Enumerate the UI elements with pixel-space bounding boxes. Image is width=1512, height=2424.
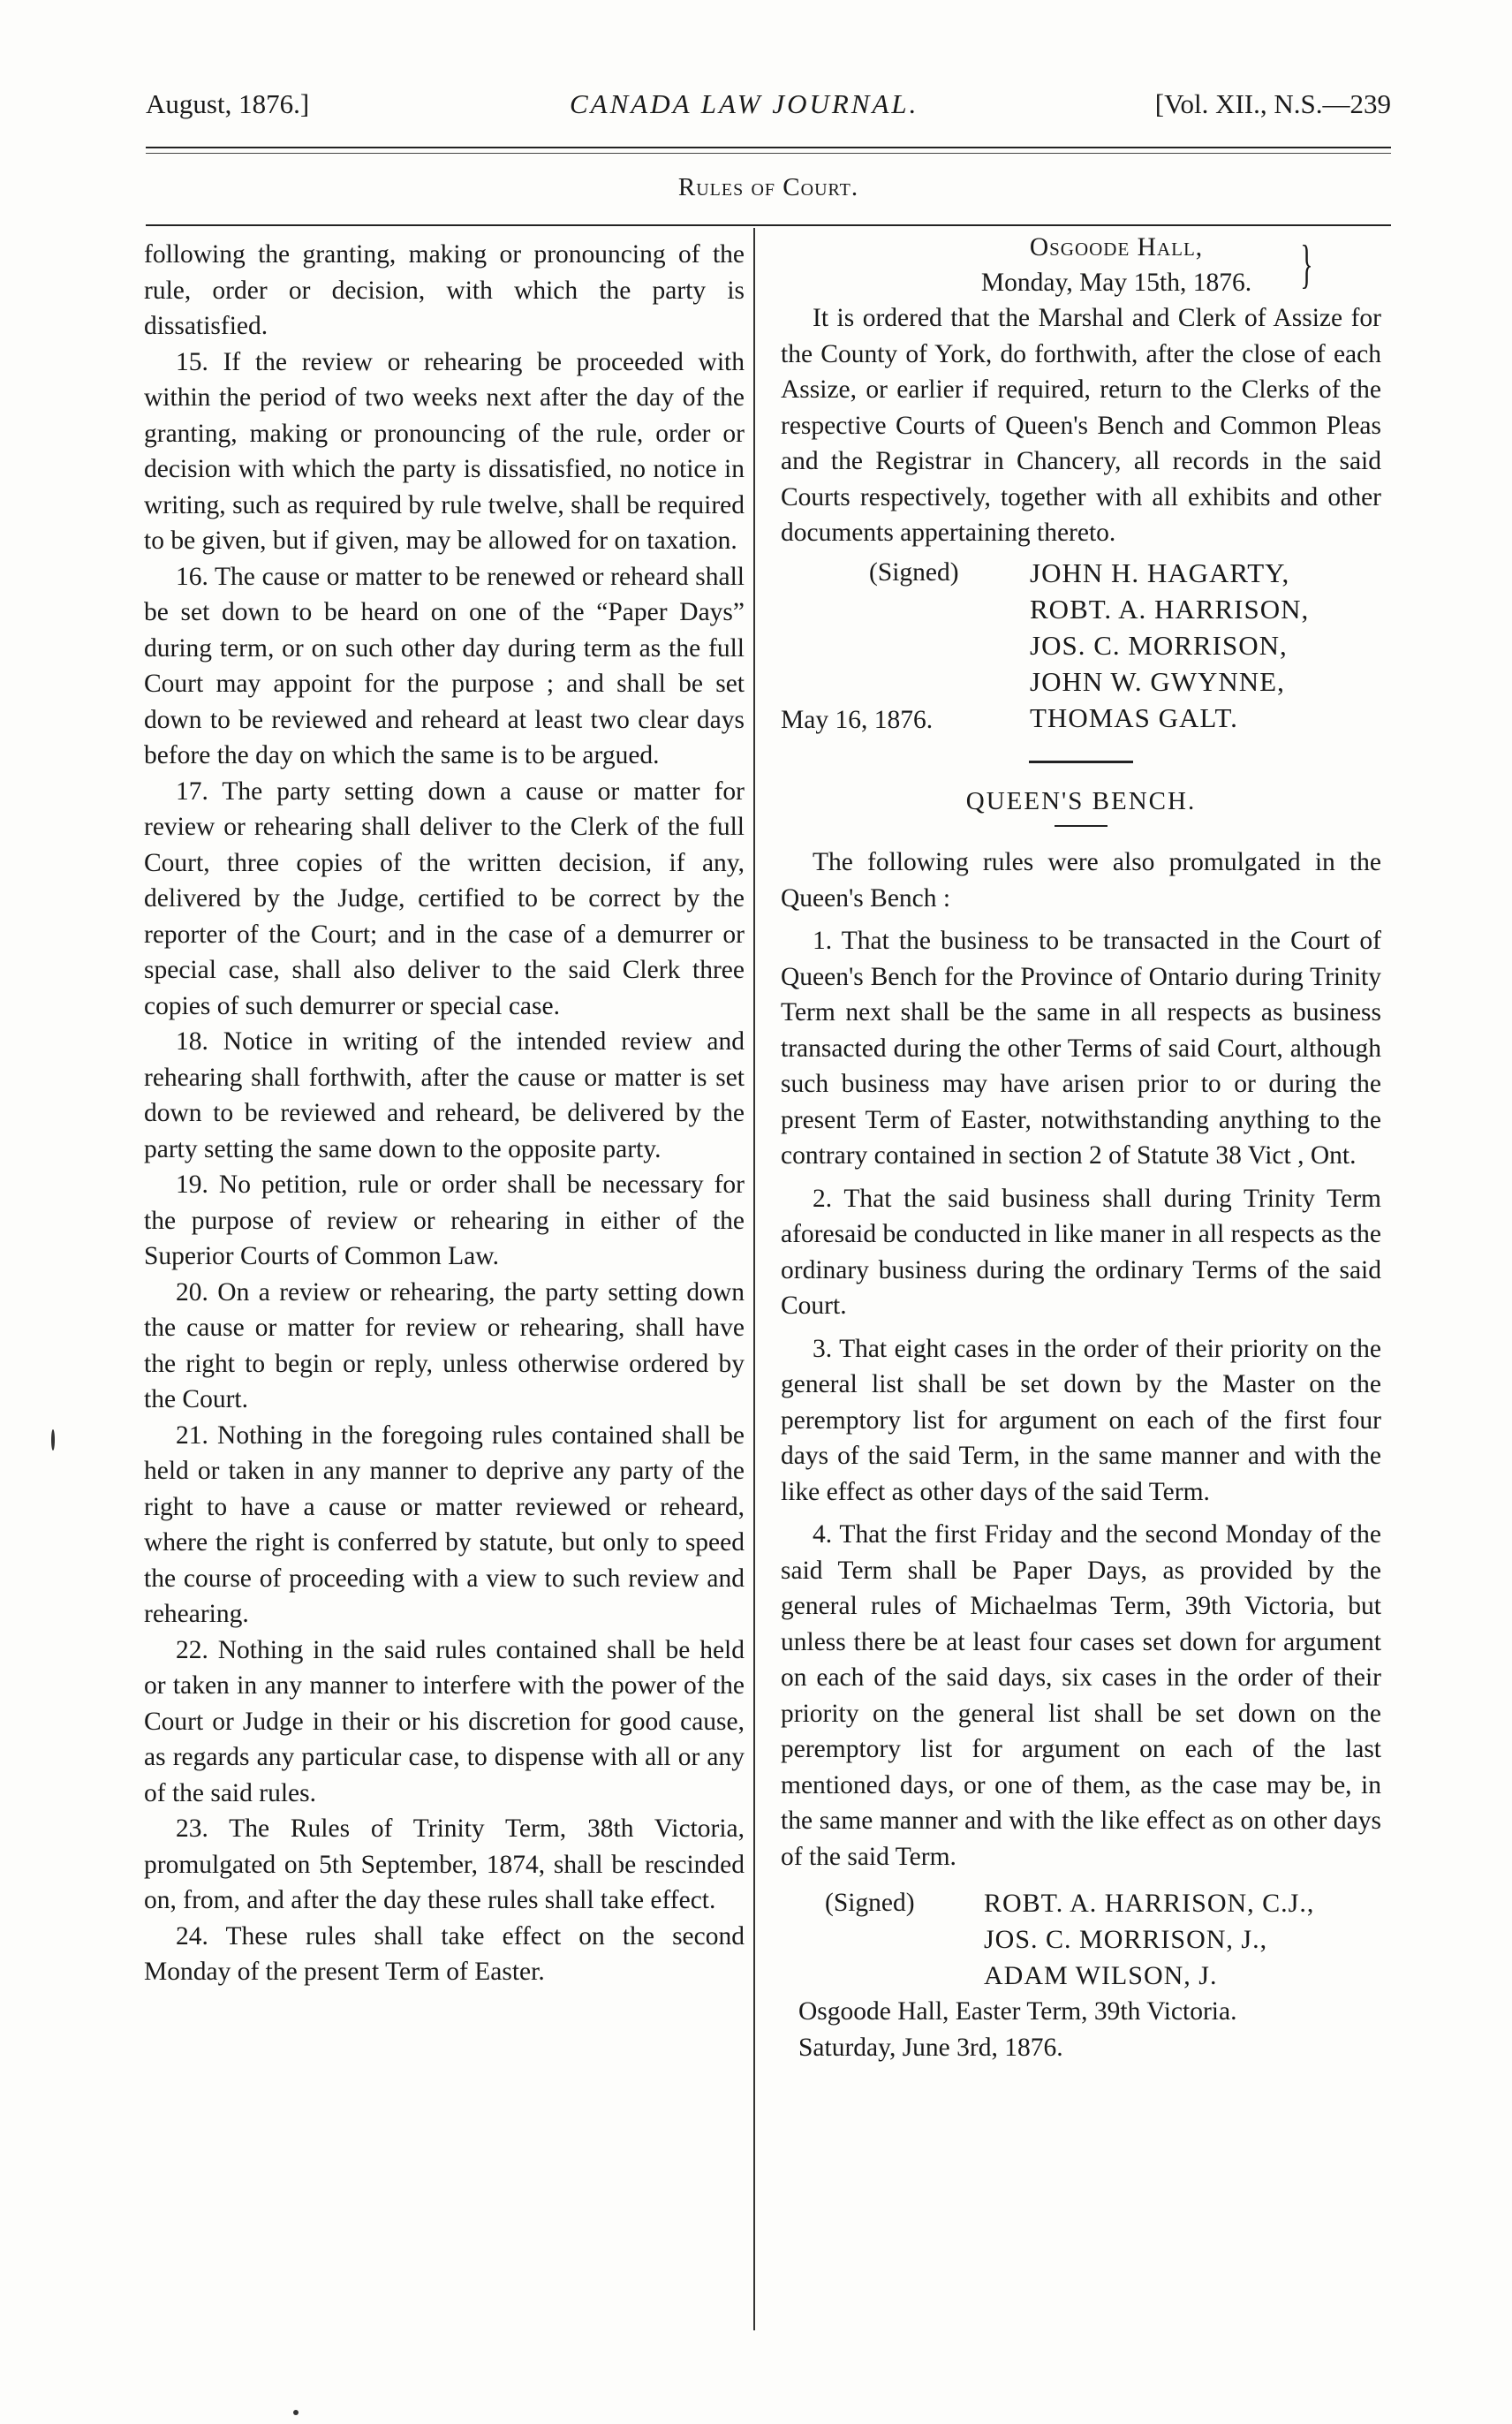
signer: JOHN W. GWYNNE, <box>1030 665 1285 697</box>
signers-list <box>1030 555 1309 736</box>
signed-label-2: (Signed) <box>825 1889 915 1917</box>
signer: ROBT. A. HARRISON, C.J., <box>984 1889 1315 1918</box>
header-rule <box>146 147 1391 148</box>
right-column <box>781 230 1381 2066</box>
running-header <box>146 88 1391 133</box>
section-subheading: Rules of Court. <box>677 173 859 201</box>
qb-rule-1: 1. That the business to be transacted in the Court of Queen's Bench for the Province of Ontario during Trinity Term next shall be the same in all respects as business transacted during the other Terms of said Court, although such business may have arisen prior to or during the present Term of Easter, notwithstanding anything to the contrary contained in section 2 of Statute 38 Vict , Ont. <box>781 927 1381 1170</box>
rule-23: 23. The Rules of Trinity Term, 38th Victoria, promulgated on 5th September, 1874, shall be rescinded on, from, and after the day these rules shall take effect. <box>144 1814 745 1914</box>
closing-place: Osgoode Hall, Easter Term, 39th Victoria. <box>798 1997 1237 2026</box>
signer: JOHN H. HAGARTY, <box>1030 557 1290 588</box>
qb-rule-3: 3. That eight cases in the order of their priority on the general list shall be set down by the Master on the peremptory list for argument on each of the first four days of the said Term, in the same manner and with the like effect as other days of the said Term. <box>781 1334 1381 1506</box>
signer: ADAM WILSON, J. <box>984 1961 1218 1990</box>
order-dated: May 16, 1876. <box>781 705 934 734</box>
rule-22: 22. Nothing in the said rules contained shall be held or taken in any manner to interfere with the power of the Court or Judge in their or his discretion for good cause, as regards any particular case, to dispense with all or any of the said rules. <box>144 1635 745 1807</box>
subheading-rule <box>146 224 1391 226</box>
signers-list-2 <box>984 1885 1314 1994</box>
rule-paragraph: following the granting, making or pronouncing of the rule, order or decision, with which the party is dissatisfied. <box>144 240 745 340</box>
qb-rule-2: 2. That the said business shall during Trinity Term aforesaid be conducted in like maner in all respects as the ordinary business during the ordinary Terms of the said Court. <box>781 1184 1381 1320</box>
signer: JOS. C. MORRISON, J., <box>984 1925 1268 1954</box>
rule-24: 24. These rules shall take effect on the second Monday of the present Term of Easter. <box>144 1921 745 1986</box>
volume-page-number: [Vol. XII., N.S.—239 <box>1154 88 1391 119</box>
signed-label: (Signed) <box>869 557 959 587</box>
closing-date: Saturday, June 3rd, 1876. <box>798 2034 1063 2062</box>
signature-block-2 <box>781 1885 1381 1994</box>
qb-rule-4: 4. That the first Friday and the second Monday of the said Term shall be Paper Days, as provided by the general rules of Michaelmas Term, 39th Victoria, but unless there be at least four cases set down for argument on each of the said days, six cases in the order of their priority on the general list shall be set down on the peremptory list for argument on each of the last mentioned days, or one of them, as the case may be, in the same manner and with the like effect as on other days of the said Term. <box>781 1520 1381 1871</box>
rule-15: 15. If the review or rehearing be proceeded with within the period of two weeks next after the day of the granting, making or pronouncing of the rule, order or decision with which the party is dissatisfied, no notice in writing, such as required by rule twelve, shall be required to be given, but if given, may be allowed for on taxation. <box>144 347 745 555</box>
header-rule-thin <box>146 153 1391 154</box>
order-date: Monday, May 15th, 1876. <box>980 269 1252 297</box>
signer: ROBT. A. HARRISON, <box>1030 593 1310 625</box>
brace-glyph: } <box>1300 235 1313 293</box>
left-column <box>144 237 745 1990</box>
rules-intro: The following rules were also promulgated in the Queen's Bench : <box>781 848 1381 913</box>
order-text: It is ordered that the Marshal and Clerk of Assize for the County of York, do forthwith, after the close of each Assize, or earlier if required, return to the Clerks of the respective Courts of Queen's Bench and Common Pleas and the Registrar in Chancery, all records in the said Courts respectively, together with all exhibits and other documents appertaining thereto. <box>781 304 1381 547</box>
section-divider <box>1029 761 1133 763</box>
rule-20: 20. On a review or rehearing, the party setting down the cause or matter for review or rehearing, shall have the right to begin or reply, unless otherwise ordered by the Court. <box>144 1277 745 1413</box>
signer: JOS. C. MORRISON, <box>1030 629 1288 661</box>
rule-19: 19. No petition, rule or order shall be necessary for the purpose of review or rehearing in either of the Superior Courts of Common Law. <box>144 1170 745 1270</box>
rule-18: 18. Notice in writing of the intended review and rehearing shall forthwith, after the cause or matter is set down to be reviewed and reheard, be delivered by the party setting the same down to the opposite party. <box>144 1027 745 1163</box>
print-speck <box>293 2410 299 2415</box>
journal-title: CANADA LAW JOURNAL. <box>570 88 919 119</box>
order-place: Osgoode Hall, <box>1029 233 1204 261</box>
signer: THOMAS GALT. <box>1030 701 1238 733</box>
column-divider <box>753 228 755 2330</box>
heading-underline <box>1055 825 1108 827</box>
rule-16: 16. The cause or matter to be renewed or reheard shall be set down to be heard on one of the “Paper Days” during term, or on such other day during term as the full Court may appoint for the purpose ; and shall be set down to be reviewed and reheard at least two clear days before the day on which the same is to be argued. <box>144 562 745 769</box>
header-date: August, 1876.] <box>146 88 310 119</box>
print-speck <box>51 1429 55 1451</box>
order-dateline <box>851 230 1381 300</box>
rule-17: 17. The party setting down a cause or matter for review or rehearing shall deliver to the Clerk of the full Court, three copies of the written decision, if any, delivered by the Judge, certified to be correct by the reporter of the Court; and in the case of a demurrer or special case, shall also deliver to the said Clerk three copies of such demurrer or special case. <box>144 776 745 1020</box>
queens-bench-heading: QUEEN'S BENCH. <box>965 787 1197 815</box>
rule-21: 21. Nothing in the foregoing rules contained shall be held or taken in any manner to deprive any party of the right to have a cause or matter reviewed or reheard, where the right is conferred by statute, but only to speed the course of proceeding with a view to such review and rehearing. <box>144 1420 745 1628</box>
